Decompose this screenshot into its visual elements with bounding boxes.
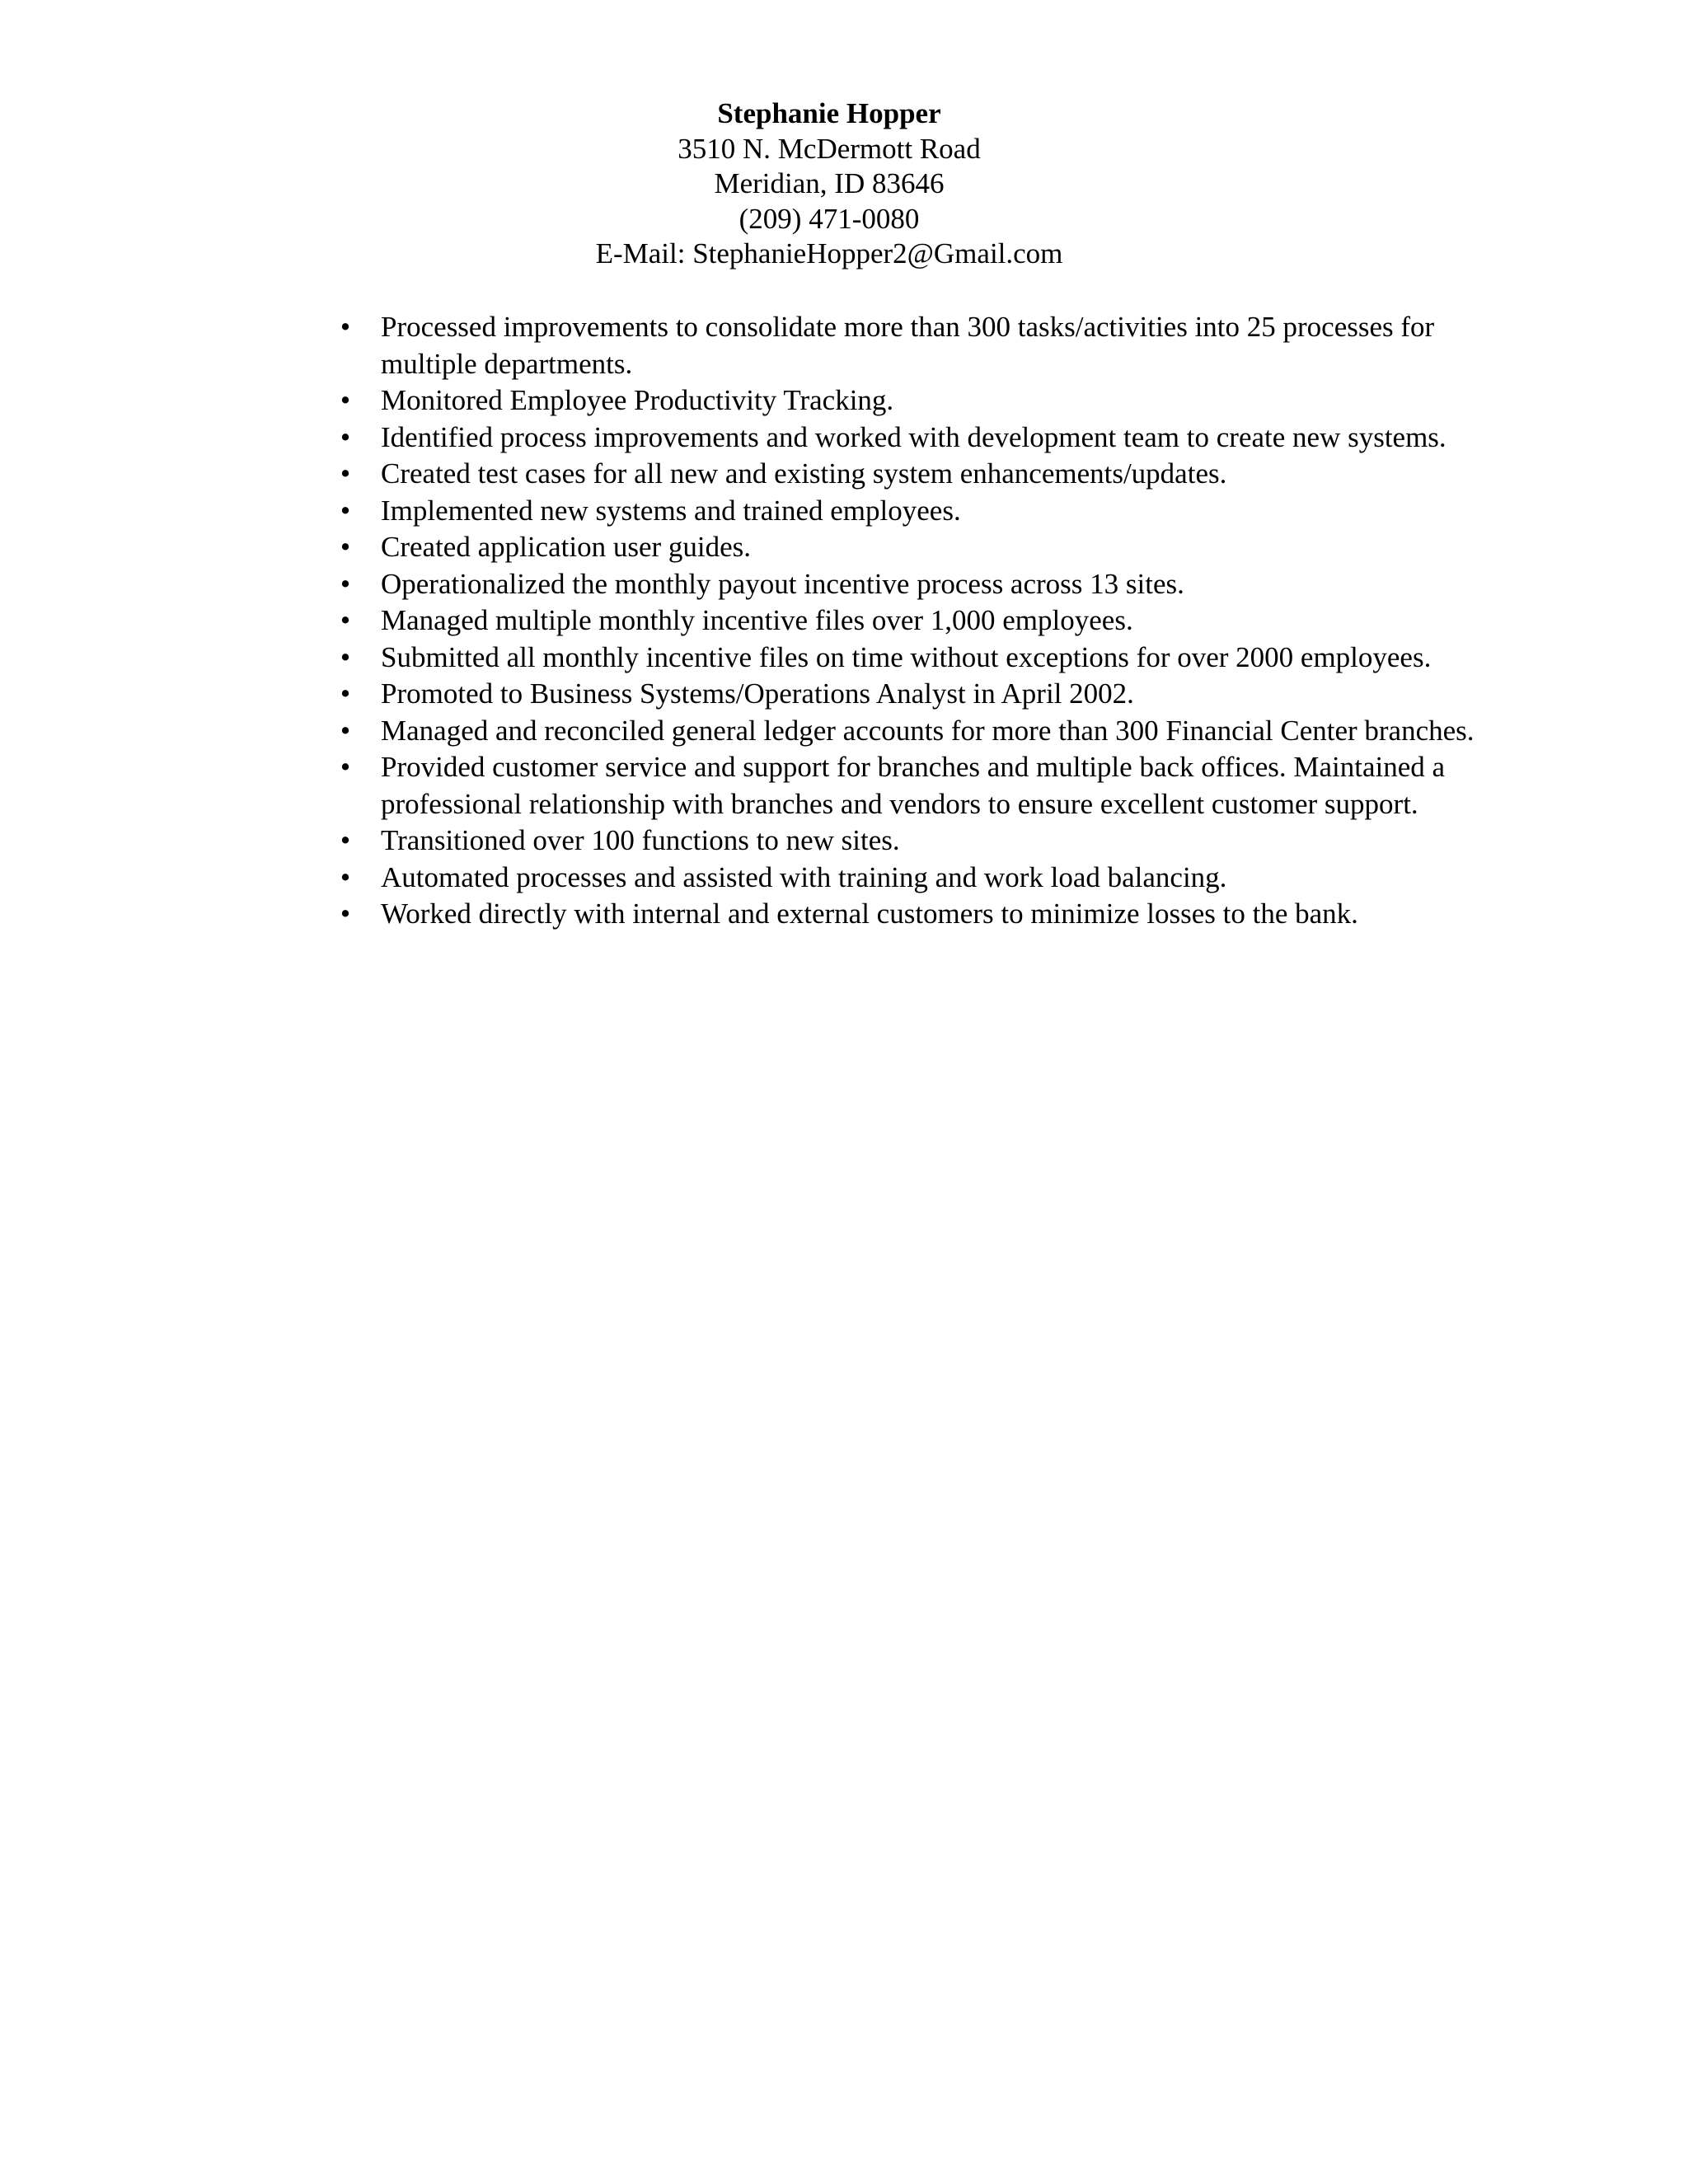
bullet-item <box>330 640 1533 677</box>
bullet-icon <box>333 382 358 419</box>
bullet-icon <box>333 309 358 346</box>
bullet-icon <box>333 419 358 457</box>
bullet-icon <box>333 602 358 640</box>
bullet-text: Transitioned over 100 functions to new sites. <box>381 824 900 856</box>
bullet-text: Promoted to Business Systems/Operations Analyst in April 2002. <box>381 677 1134 710</box>
bullet-icon <box>333 566 358 603</box>
bullet-item <box>330 749 1533 823</box>
bullet-item <box>330 529 1533 566</box>
applicant-name: Stephanie Hopper <box>717 97 941 129</box>
street-address: 3510 N. McDermott Road <box>678 132 981 165</box>
city-state-zip: Meridian, ID 83646 <box>714 167 945 199</box>
bullet-text: Monitored Employee Productivity Tracking. <box>381 384 894 416</box>
bullet-item <box>330 382 1533 419</box>
bullet-item <box>330 419 1533 457</box>
bullet-text: Submitted all monthly incentive files on time without exceptions for over 2000 employees. <box>381 640 1432 673</box>
bullet-icon <box>333 493 358 530</box>
bullet-item <box>330 602 1533 640</box>
bullet-item <box>330 860 1533 897</box>
experience-bullet-list <box>330 309 1533 933</box>
bullet-text: Created test cases for all new and existing system enhancements/updates. <box>381 457 1227 490</box>
bullet-text: Processed improvements to consolidate more than 300 tasks/activities into 25 processes for multiple departments. <box>381 311 1435 380</box>
bullet-item <box>330 823 1533 860</box>
phone-number: (209) 471-0080 <box>738 202 920 235</box>
bullet-item <box>330 713 1533 750</box>
bullet-text: Managed multiple monthly incentive files over 1,000 employees. <box>381 604 1133 636</box>
bullet-text: Provided customer service and support for branches and multiple back offices. Maintained a professional relationship with branches and vendors to ensure excellent customer support. <box>381 751 1446 820</box>
email-address: E-Mail: StephanieHopper2@Gmail.com <box>595 237 1063 269</box>
bullet-item <box>330 309 1533 382</box>
contact-header <box>0 96 1658 272</box>
bullet-icon <box>333 456 358 493</box>
bullet-item <box>330 456 1533 493</box>
bullet-icon <box>333 749 358 786</box>
bullet-item <box>330 896 1533 933</box>
bullet-icon <box>333 823 358 860</box>
bullet-item <box>330 493 1533 530</box>
bullet-icon <box>333 640 358 677</box>
bullet-text: Managed and reconciled general ledger accounts for more than 300 Financial Center branches. <box>381 714 1475 747</box>
bullet-text: Implemented new systems and trained employees. <box>381 494 961 527</box>
bullet-text: Created application user guides. <box>381 531 752 563</box>
bullet-icon <box>333 676 358 713</box>
bullet-text: Identified process improvements and worked with development team to create new systems. <box>381 420 1447 453</box>
bullet-item <box>330 676 1533 713</box>
bullet-item <box>330 566 1533 603</box>
bullet-icon <box>333 713 358 750</box>
bullet-text: Automated processes and assisted with training and work load balancing. <box>381 860 1227 893</box>
bullet-text: Worked directly with internal and external customers to minimize losses to the bank. <box>381 898 1358 930</box>
bullet-icon <box>333 529 358 566</box>
bullet-icon <box>333 896 358 933</box>
bullet-icon <box>333 860 358 897</box>
bullet-text: Operationalized the monthly payout incentive process across 13 sites. <box>381 567 1184 600</box>
